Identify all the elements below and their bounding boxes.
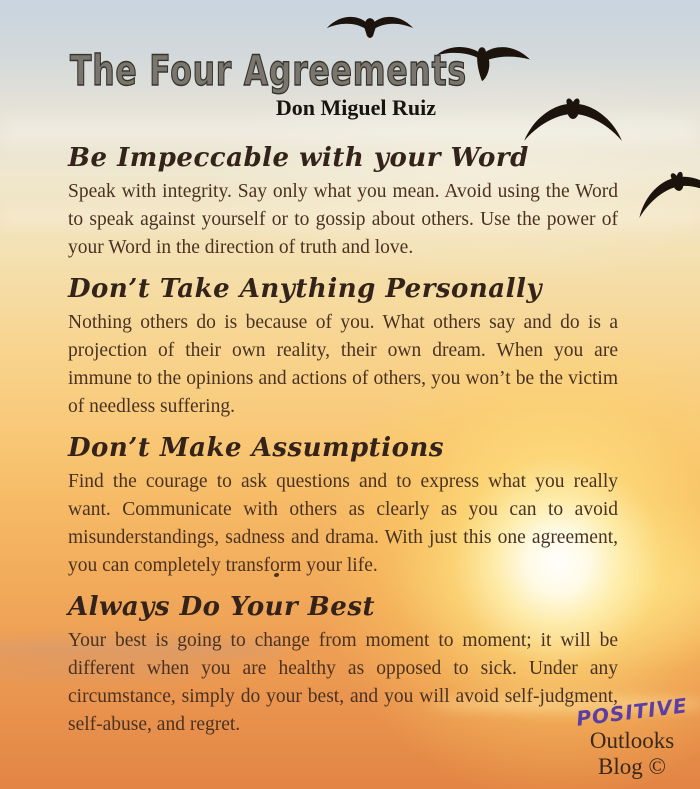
watermark (570, 693, 694, 780)
agreement-body: Speak with integrity. Say only what you mean. Avoid using the Word to speak against yourself or to gossip about others. Use the power of your Word in the direction of truth and love. (68, 181, 618, 258)
agreement-body: Find the courage to ask questions and to express what you really want. Communicate with others as clearly as you can to avoid misunderstandings, sadness and drama. With just this one agreement, you can completely transform your life. (68, 471, 618, 576)
agreement-heading: Don’t Take Anything Personally (68, 274, 543, 304)
agreement-section-3 (68, 430, 618, 580)
watermark-outlooks-label: Outlooks (589, 728, 675, 753)
author-name: Don Miguel Ruiz (275, 95, 436, 120)
bird-icon (324, 6, 416, 43)
agreement-section-4 (68, 589, 618, 739)
agreement-body: Your best is going to change from moment to moment; it will be different when you are healthy as opposed to sick. Under any circumstance, simply do your best, and you will avoid self-judgment, self-abuse, and regret. (68, 630, 618, 735)
agreements-list (68, 140, 618, 748)
agreement-body: Nothing others do is because of you. What others say and do is a projection of their own reality, their own dream. When you are immune to the opinions and actions of others, you won’t be the victim of needless suffering. (68, 312, 618, 417)
watermark-positive-label: POSITIVE (575, 693, 689, 731)
agreement-section-2 (68, 271, 618, 421)
agreement-heading: Be Impeccable with your Word (68, 143, 529, 173)
watermark-blog-label: Blog © (598, 754, 666, 779)
agreement-section-1 (68, 140, 618, 262)
poster-title: The Four Agreements (70, 46, 467, 95)
agreement-heading: Always Do Your Best (68, 592, 375, 622)
bird-icon (630, 160, 700, 227)
agreement-heading: Don’t Make Assumptions (68, 433, 444, 463)
title-block (70, 46, 470, 121)
